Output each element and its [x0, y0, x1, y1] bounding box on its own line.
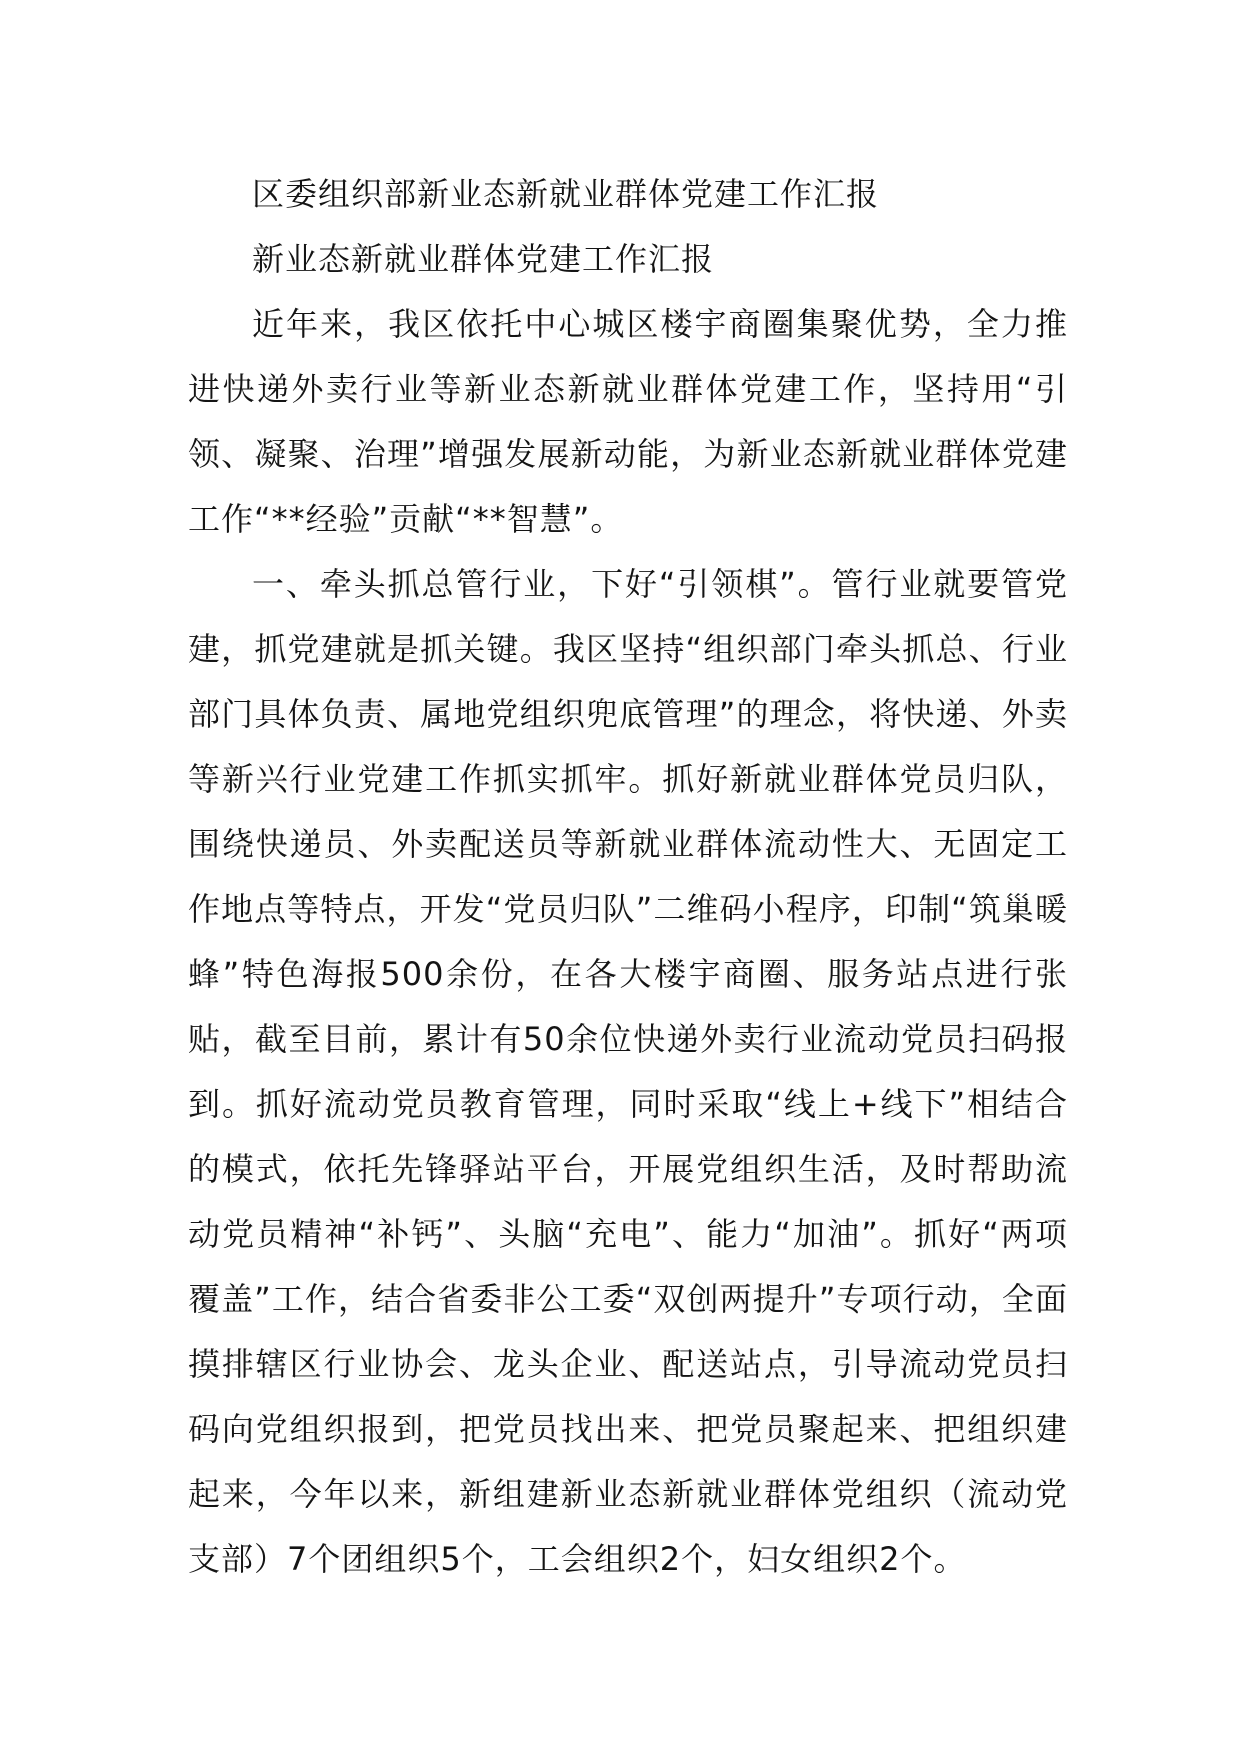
document-subtitle: 新业态新就业群体党建工作汇报 — [252, 240, 715, 278]
paragraph-intro: 近年来，我区依托中心城区楼宇商圈集聚优势，全力推进快递外卖行业等新业态新就业群体党建工作，坚持用“引领、凝聚、治理”增强发展新动能，为新业态新就业群体党建工作“**经验”贡献“**智慧”。 — [188, 305, 1068, 538]
paragraph-section-one: 一、牵头抓总管行业，下好“引领棋”。管行业就要管党建，抓党建就是抓关键。我区坚持“组织部门牵头抓总、行业部门具体负责、属地党组织兜底管理”的理念，将快递、外卖等新兴行业党建工作抓实抓牢。抓好新就业群体党员归队，围绕快递员、外卖配送员等新就业群体流动性大、无固定工作地点等特点，开发“党员归队”二维码小程序，印制“筑巢暖蜂”特色海报500余份，在各大楼宇商圈、服务站点进行张贴，截至目前，累计有50余位快递外卖行业流动党员扫码报到。抓好流动党员教育管理，同时采取“线上+线下”相结合的模式，依托先锋驿站平台，开展党组织生活，及时帮助流动党员精神“补钙”、头脑“充电”、能力“加油”。抓好“两项覆盖”工作，结合省委非公工委“双创两提升”专项行动，全面摸排辖区行业协会、龙头企业、配送站点，引导流动党员扫码向党组织报到，把党员找出来、把党员聚起来、把组织建起来，今年以来，新组建新业态新就业群体党组织（流动党支部）7个团组织5个，工会组织2个，妇女组织2个。 — [188, 565, 1068, 1578]
document-body — [188, 162, 1068, 1592]
document-title: 区委组织部新业态新就业群体党建工作汇报 — [252, 175, 880, 213]
